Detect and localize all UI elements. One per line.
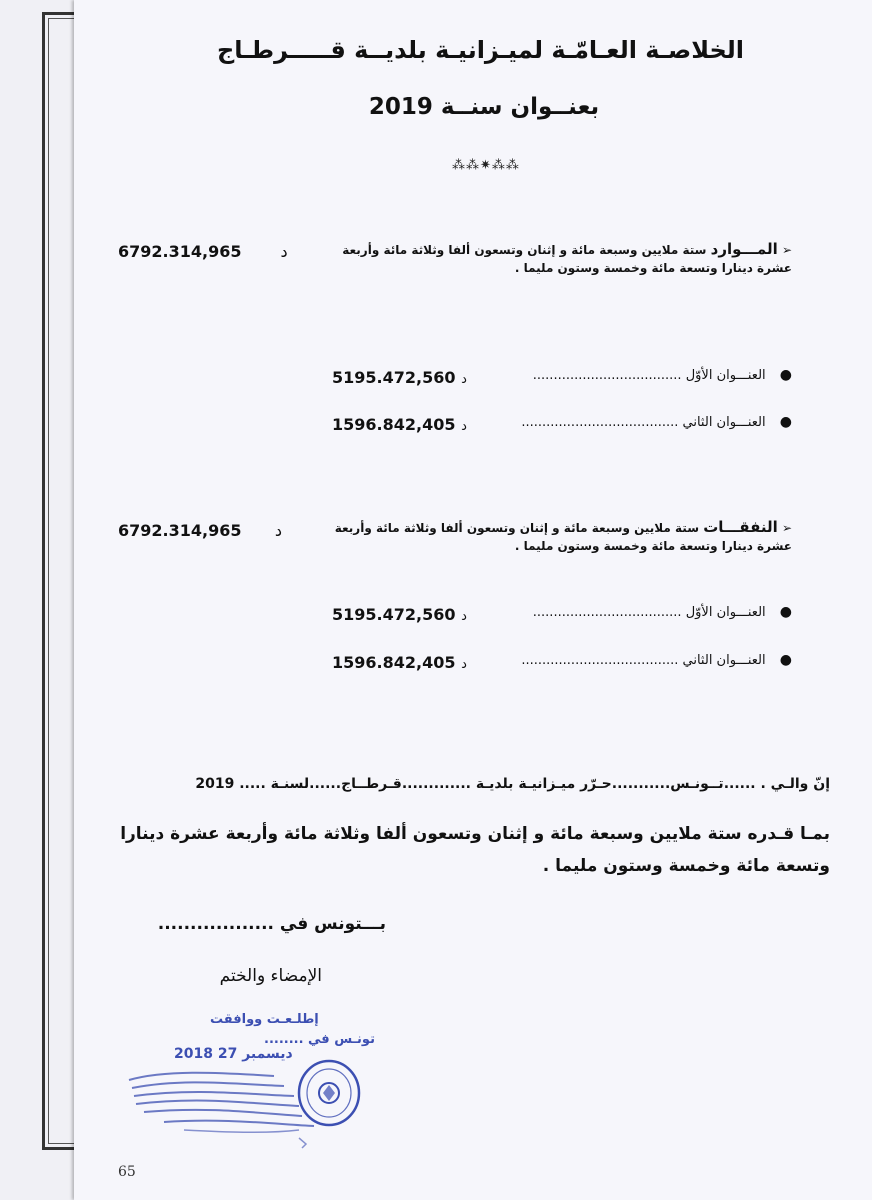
expenses-description bbox=[322, 518, 792, 537]
item-label: العنـــوان الأوّل bbox=[685, 605, 766, 620]
item-amount: 1596.842,405 bbox=[332, 653, 456, 672]
resources-heading: المـــوارد bbox=[710, 240, 778, 258]
item-amount: 5195.472,560 bbox=[332, 368, 456, 387]
expenses-desc-line1: ستة ملايين وسبعة مائة و إثنان وتسعون ألفا وثلاثة مائة وأربعة bbox=[334, 521, 699, 535]
expenses-heading: النفقـــات bbox=[703, 518, 778, 536]
resources-total bbox=[118, 242, 288, 261]
expenses-desc-line2: عشرة دينارا وتسعة مائة وخمسة وستون مليما . bbox=[514, 539, 792, 553]
resources-total-currency: د bbox=[280, 242, 288, 261]
stamp-date: 2018 ديسمبر 27 bbox=[174, 1046, 293, 1062]
amount-words-line1: بمـا قـدره ستة ملايين وسبعة مائة و إثنان وتسعون ألفا وثلاثة مائة وأربعة عشرة دينارا bbox=[120, 824, 830, 844]
expenses-item-2-amount bbox=[332, 653, 467, 672]
item-dots: .................................... bbox=[532, 368, 682, 383]
item-currency: د bbox=[461, 372, 467, 387]
document-page bbox=[74, 0, 872, 1200]
item-currency: د bbox=[461, 419, 467, 434]
place-date-line: بـــتونس في .................. bbox=[157, 914, 386, 934]
resources-desc-line1: ستة ملايين وسبعة مائة و إثنان وتسعون ألفا وثلاثة مائة وأربعة bbox=[342, 243, 707, 257]
expenses-item-2 bbox=[521, 652, 792, 668]
bullet-icon: ● bbox=[779, 652, 792, 668]
certification-line: إنّ والـي . ......تــونـس...........حـرّر ميـزانيـة بلديـة .............قـرطــاج......لسنـة ..... 2019 bbox=[195, 776, 830, 792]
expenses-total-currency: د bbox=[274, 521, 283, 540]
signature-label: الإمضاء والختم bbox=[219, 966, 322, 986]
resources-desc-line2: عشرة دينارا وتسعة مائة وخمسة وستون مليما . bbox=[514, 261, 792, 275]
item-label: العنـــوان الأوّل bbox=[685, 368, 766, 383]
item-dots: ...................................... bbox=[521, 415, 679, 430]
document-subtitle: بعنــوان سنــة 2019 bbox=[368, 94, 600, 120]
expenses-total-amount: 6792.314,965 bbox=[118, 521, 242, 540]
amount-words-line2: وتسعة مائة وخمسة وستون مليما . bbox=[542, 856, 830, 876]
item-dots: ...................................... bbox=[521, 653, 679, 668]
item-currency: د bbox=[461, 609, 467, 624]
bullet-icon: ● bbox=[779, 604, 792, 620]
arrow-icon: ➢ bbox=[777, 521, 792, 535]
expenses-item-1-amount bbox=[332, 605, 467, 624]
bullet-icon: ● bbox=[779, 367, 792, 383]
resources-item-1 bbox=[533, 367, 792, 383]
stamp-place-text: تونـس في ........ bbox=[264, 1032, 375, 1047]
resources-item-2-amount bbox=[332, 415, 467, 434]
item-amount: 5195.472,560 bbox=[332, 605, 456, 624]
resources-item-2 bbox=[521, 414, 792, 430]
item-amount: 1596.842,405 bbox=[332, 415, 456, 434]
resources-total-amount: 6792.314,965 bbox=[118, 242, 242, 261]
item-currency: د bbox=[461, 657, 467, 672]
separator-stars: ⁂⁂✷⁂⁂ bbox=[452, 158, 520, 173]
page-number: 65 bbox=[118, 1164, 136, 1180]
arrow-icon: ➢ bbox=[777, 243, 792, 257]
bullet-icon: ● bbox=[779, 414, 792, 430]
item-dots: .................................... bbox=[532, 605, 682, 620]
official-seal-icon bbox=[296, 1058, 362, 1128]
expenses-item-1 bbox=[533, 604, 792, 620]
item-label: العنـــوان الثاني bbox=[682, 415, 766, 430]
stamp-approval-text: إطلـعـت ووافقت bbox=[210, 1012, 319, 1027]
resources-item-1-amount bbox=[332, 368, 467, 387]
item-label: العنـــوان الثاني bbox=[682, 653, 766, 668]
resources-description bbox=[322, 240, 792, 259]
document-title: الخلاصـة العـامّـة لميـزانيـة بلديــة قـــــرطـاج bbox=[217, 36, 744, 64]
expenses-total bbox=[118, 521, 282, 540]
